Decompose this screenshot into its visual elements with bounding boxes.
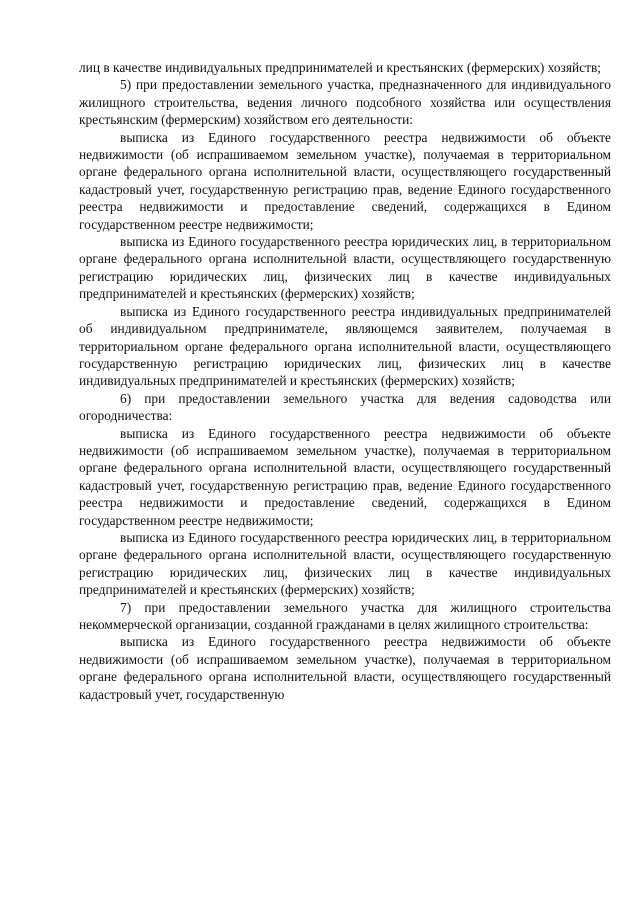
paragraph-egrn-extract: выписка из Единого государственного реестра недвижимости об объекте недвижимости (об испрашиваемом земельном участке), получаемая в территориальном органе федерального органа исполнительной власти, осуществляющего государственный кадастровый учет, государственную регистрацию прав, ведение Единого государственного реестра недвижимости и предоставление сведений, содержащихся в Едином государственном реестре недвижимости; <box>79 129 611 232</box>
document-page <box>79 59 611 703</box>
paragraph-egrn-extract: выписка из Единого государственного реестра недвижимости об объекте недвижимости (об испрашиваемом земельном участке), получаемая в территориальном органе федерального органа исполнительной власти, осуществляющего государственный кадастровый учет, государственную регистрацию прав, ведение Единого государственного реестра недвижимости и предоставление сведений, содержащихся в Едином государственном реестре недвижимости; <box>79 425 611 528</box>
paragraph-egrul-extract: выписка из Единого государственного реестра юридических лиц, в территориальном органе федерального органа исполнительной власти, осуществляющего государственную регистрацию юридических лиц, физических лиц в качестве индивидуальных предпринимателей и крестьянских (фермерских) хозяйств; <box>79 529 611 598</box>
paragraph-item-7: 7) при предоставлении земельного участка для жилищного строительства некоммерческой организации, созданной гражданами в целях жилищного строительства: <box>79 599 611 632</box>
paragraph-egrul-extract: выписка из Единого государственного реестра юридических лиц, в территориальном органе федерального органа исполнительной власти, осуществляющего государственную регистрацию юридических лиц, физических лиц в качестве индивидуальных предпринимателей и крестьянских (фермерских) хозяйств; <box>79 234 611 302</box>
paragraph-item-6: 6) при предоставлении земельного участка для ведения садоводства или огородничества: <box>79 390 611 424</box>
paragraph-continuation: лиц в качестве индивидуальных предпринимателей и крестьянских (фермерских) хозяйств; <box>79 60 601 75</box>
paragraph-egrip-extract: выписка из Единого государственного реестра индивидуальных предпринимателей об индивидуальном предпринимателе, являющемся заявителем, получаемая в территориальном органе федерального органа исполнительной власти, осуществляющего государственную регистрацию юридических лиц, физических лиц в качестве индивидуальных предпринимателей и крестьянских (фермерских) хозяйств; <box>79 303 611 389</box>
paragraph-item-5: 5) при предоставлении земельного участка, предназначенного для индивидуального жилищного строительства, ведения личного подсобного хозяйства или осуществления крестьянским (фермерским) хозяйством его деятельности: <box>79 77 611 128</box>
paragraph-egrn-extract: выписка из Единого государственного реестра недвижимости об объекте недвижимости (об испрашиваемом земельном участке), получаемая в территориальном органе федерального органа исполнительной власти, осуществляющего государственный кадастровый учет, государственную <box>79 634 611 702</box>
